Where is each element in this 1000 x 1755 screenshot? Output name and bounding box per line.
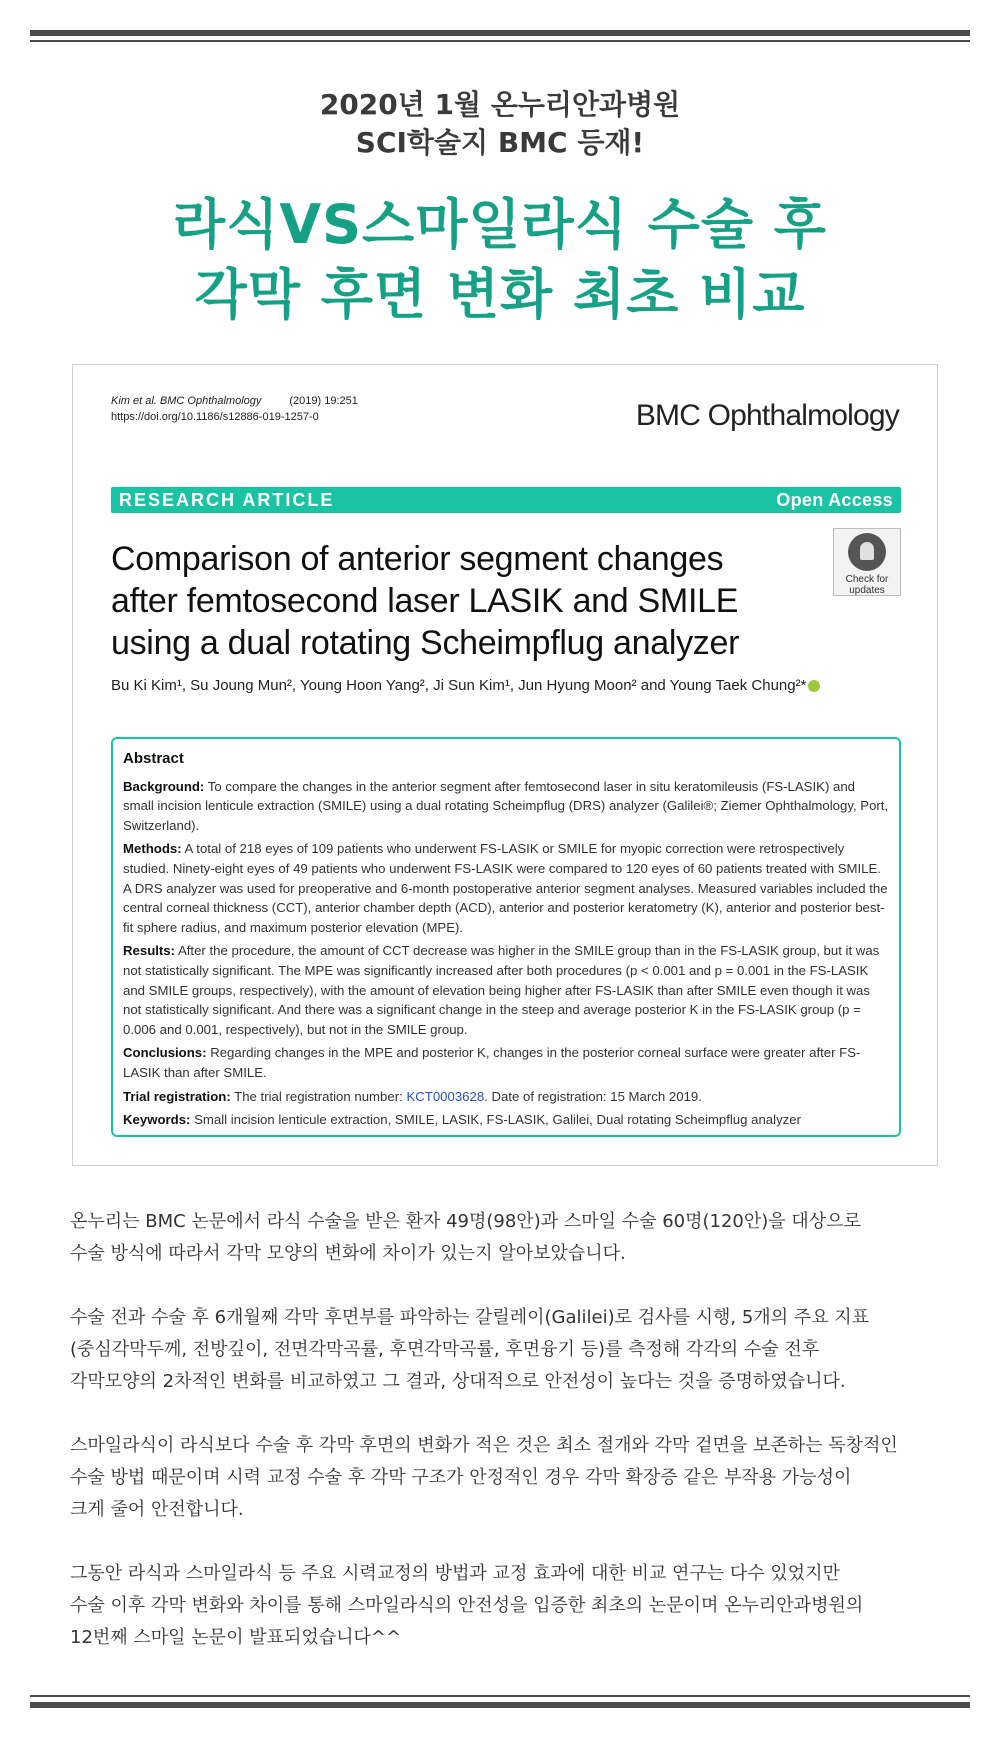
keywords-label: Keywords: [123,1112,191,1128]
article-title-line-2: after femtosecond laser LASIK and SMILE [111,582,739,620]
badge-line-2: updates [849,585,885,596]
methods-text: A total of 218 eyes of 109 patients who underwent FS-LASIK or SMILE for myopic correction were retrospectively studied. Ninety-eight eyes of 49 patients who underwent FS-LASIK were compared to 120 eyes of 60 patients treated with SMILE. A DRS analyzer was used for preoperative and 6-month postoperative anterior segment analyses. Measured variables included the central corneal thickness (CCT), anterior chamber depth (ACD), anterior and posterior keratometry (K), anterior and posterior best-fit sphere radius, and maximum posterior elevation (MPE). [123,841,888,935]
p1-line-1: 온누리는 BMC 논문에서 라식 수술을 받은 환자 49명(98안)과 스마일 수술 60명(120안)을 대상으로 [70,1211,861,1232]
p3-line-1: 스마일라식이 라식보다 수술 후 각막 후면의 변화가 적은 것은 최소 절개와 각막 겉면을 보존하는 독창적인 [70,1435,898,1456]
bottom-rule-thin [30,1695,970,1697]
announcement-line-2: SCI학술지 BMC 등재! [355,126,645,159]
p3-line-3: 크게 줄어 안전합니다. [70,1499,244,1520]
check-for-updates-badge[interactable] [833,528,901,596]
methods-label: Methods: [123,841,182,857]
trial-suffix: . Date of registration: 15 March 2019. [484,1088,702,1104]
trial-number-link[interactable]: KCT0003628 [406,1088,485,1104]
trial-label: Trial registration: [123,1088,231,1104]
article-type-bar [111,487,901,513]
doi-link[interactable]: https://doi.org/10.1186/s12886-019-1257-0 [111,411,319,423]
abstract-methods [123,839,889,937]
body-paragraph-3 [70,1430,950,1526]
open-access-label: Open Access [776,490,893,510]
abstract-box [111,737,901,1137]
bottom-rule-thick [30,1702,970,1708]
article-body [70,1206,950,1686]
p2-line-3: 각막모양의 2차적인 변화를 비교하였고 그 결과, 상대적으로 안전성이 높다는 것을 증명하였습니다. [70,1371,846,1392]
citation-text: Kim et al. BMC Ophthalmology [111,395,262,407]
keywords-text: Small incision lenticule extraction, SMILE, LASIK, FS-LASIK, Galilei, Dual rotating Scheimpflug analyzer [194,1112,801,1128]
abstract-results [123,941,889,1039]
main-title-line-1: 라식VS스마일라식 수술 후 [173,193,827,256]
p4-line-2: 수술 이후 각막 변화와 차이를 통해 스마일라식의 안전성을 입증한 최초의 논문이며 온누리안과병원의 [70,1595,864,1616]
p2-line-1: 수술 전과 수술 후 6개월째 각막 후면부를 파악하는 갈릴레이(Galilei)로 검사를 시행, 5개의 주요 지표 [70,1307,870,1328]
badge-line-1: Check for [845,574,889,585]
background-text: To compare the changes in the anterior segment after femtosecond laser in situ keratomileusis (FS-LASIK) and small incision lenticule extraction (SMILE) using a dual rotating Scheimpflug (DRS) analyzer (Galilei®; Ziemer Ophthalmology, Port, Switzerland). [123,778,889,833]
orcid-icon[interactable] [808,680,820,692]
main-title [0,190,1000,330]
body-paragraph-4 [70,1558,950,1654]
body-paragraph-1 [70,1206,950,1270]
citation-year: (2019) 19:251 [289,395,358,407]
main-title-line-2: 각막 후면 변화 최초 비교 [194,263,806,326]
bookmark-icon [848,533,886,571]
article-title-line-1: Comparison of anterior segment changes [111,540,724,578]
announcement-header [0,86,1000,162]
top-rule-thin [30,40,970,42]
body-paragraph-2 [70,1302,950,1398]
top-rule-thick [30,30,970,36]
p4-line-1: 그동안 라식과 스마일라식 등 주요 시력교정의 방법과 교정 효과에 대한 비교 연구는 다수 있었지만 [70,1563,840,1584]
conclusions-text: Regarding changes in the MPE and posterior K, changes in the posterior corneal surface were greater after FS-LASIK than after SMILE. [123,1045,861,1080]
paper-citation [111,393,358,425]
paper-screenshot [72,364,938,1166]
authors-text: Bu Ki Kim¹, Su Joung Mun², Young Hoon Yang², Ji Sun Kim¹, Jun Hyung Moon² and Young Taek Chung²* [111,677,807,694]
announcement-line-1: 2020년 1월 온누리안과병원 [319,88,681,121]
journal-name: BMC Ophthalmology [635,399,899,432]
abstract-conclusions [123,1043,889,1082]
results-text: After the procedure, the amount of CCT decrease was higher in the SMILE group than in the FS-LASIK group, but it was not statistically significant. The MPE was significantly increased after both procedures (p < 0.001 and p = 0.001 in the FS-LASIK and SMILE groups, respectively), with the amount of elevation being higher after FS-LASIK than after SMILE even though it was not statistically significant. And there was a significant change in the steep and average posterior K in the FS-LASIK group (p = 0.006 and 0.001, respectively), but not in the SMILE group. [123,943,880,1037]
p1-line-2: 수술 방식에 따라서 각막 모양의 변화에 차이가 있는지 알아보았습니다. [70,1243,626,1264]
p3-line-2: 수술 방법 때문이며 시력 교정 수술 후 각막 구조가 안정적인 경우 각막 확장증 같은 부작용 가능성이 [70,1467,852,1488]
abstract-heading: Abstract [123,750,184,767]
results-label: Results: [123,943,176,959]
abstract-trial-registration [123,1087,889,1107]
abstract-keywords [123,1110,889,1130]
trial-prefix: The trial registration number: [234,1088,403,1104]
abstract-background [123,777,889,836]
article-title-line-3: using a dual rotating Scheimpflug analyzer [111,624,740,662]
conclusions-label: Conclusions: [123,1045,207,1061]
article-title [111,538,811,664]
p4-line-3: 12번째 스마일 논문이 발표되었습니다^^ [70,1627,402,1648]
author-list [111,677,820,694]
badge-text [834,574,900,596]
article-type: RESEARCH ARTICLE [119,490,335,510]
p2-line-2: (중심각막두께, 전방깊이, 전면각막곡률, 후면각막곡률, 후면융기 등)를 측정해 각각의 수술 전후 [70,1339,820,1360]
background-label: Background: [123,778,205,794]
